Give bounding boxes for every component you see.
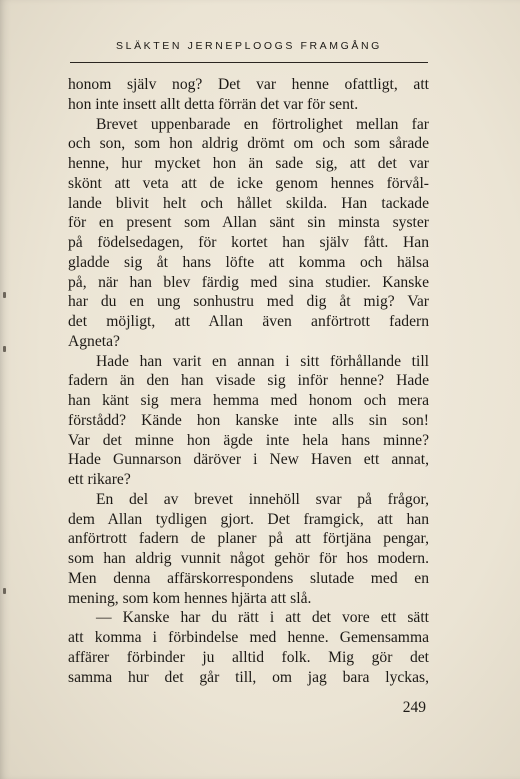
text-line: på, när han blev färdig med sina studier. Kanske: [68, 273, 429, 291]
text-line: Agneta?: [68, 332, 120, 350]
text-line: henne, hur mycket hon än sade sig, att det var: [68, 155, 429, 172]
text-line: affärer förbinder ju alltid folk. Mig gör det: [68, 648, 429, 666]
text-line: det möjligt, att Allan även anförtrott fadern: [68, 313, 429, 330]
text-line: dem Allan tydligen gjort. Det framgick, att han: [68, 510, 429, 528]
text-line: för en present som Allan sänt sin minsta syster: [68, 214, 429, 232]
binding-mark: [3, 346, 6, 352]
text-line: gladde sig åt hans löfte att komma och hälsa: [68, 253, 429, 271]
running-head: SLÄKTEN JERNEPLOOGS FRAMGÅNG: [116, 40, 382, 52]
text-line: Hade Gunnarson däröver i New Haven ett annat,: [68, 451, 429, 469]
text-line: Men denna affärskorrespondens slutade med en: [68, 569, 429, 587]
text-line: ett rikare?: [68, 471, 131, 488]
text-line: honom själv nog? Det var henne ofattligt, att: [68, 76, 429, 93]
text-line: Var det minne hon ägde inte hela hans minne?: [68, 431, 429, 449]
text-line: mening, som kom hennes hjärta att slå.: [68, 589, 312, 607]
text-line: han känt sig mera hemma med honom och mera: [68, 392, 429, 409]
body-text: [68, 75, 429, 687]
text-line: och son, som hon aldrig drömt om och som sårade: [68, 135, 429, 153]
text-line: Hade han varit en annan i sitt förhållande till: [96, 352, 429, 370]
text-line: att komma i förbindelse med henne. Gemensamma: [68, 629, 429, 646]
text-line: lande blivit helt och hållet skilda. Han tackade: [68, 194, 429, 212]
text-line: fadern än den han visade sig inför henne? Hade: [68, 372, 429, 390]
text-line: på födelsedagen, för kortet han själv fått. Han: [68, 234, 429, 251]
text-line: — Kanske har du rätt i att det vore ett sätt: [96, 609, 429, 627]
page-number: 249: [402, 699, 426, 716]
text-line: skönt att veta att de icke genom hennes förvål-: [68, 174, 429, 192]
text-line: Brevet uppenbarade en förtrolighet mellan far: [96, 115, 429, 133]
text-line: hon inte insett allt detta förrän det var för sent.: [68, 95, 359, 113]
text-line: förstådd? Kände hon kanske inte alls sin son!: [68, 411, 429, 429]
text-line: anförtrott fadern de planer på att förtjäna pengar,: [68, 530, 429, 548]
binding-mark: [3, 588, 6, 594]
binding-mark: [3, 292, 6, 298]
text-line: samma hur det går till, om jag bara lyckas,: [68, 668, 429, 686]
text-line: som han aldrig vunnit något gehör för hos modern.: [68, 550, 429, 567]
text-line: En del av brevet innehöll svar på frågor,: [96, 490, 429, 508]
text-line: har du en ung sonhustru med dig åt mig? Var: [68, 293, 429, 311]
header-rule: [70, 62, 428, 63]
